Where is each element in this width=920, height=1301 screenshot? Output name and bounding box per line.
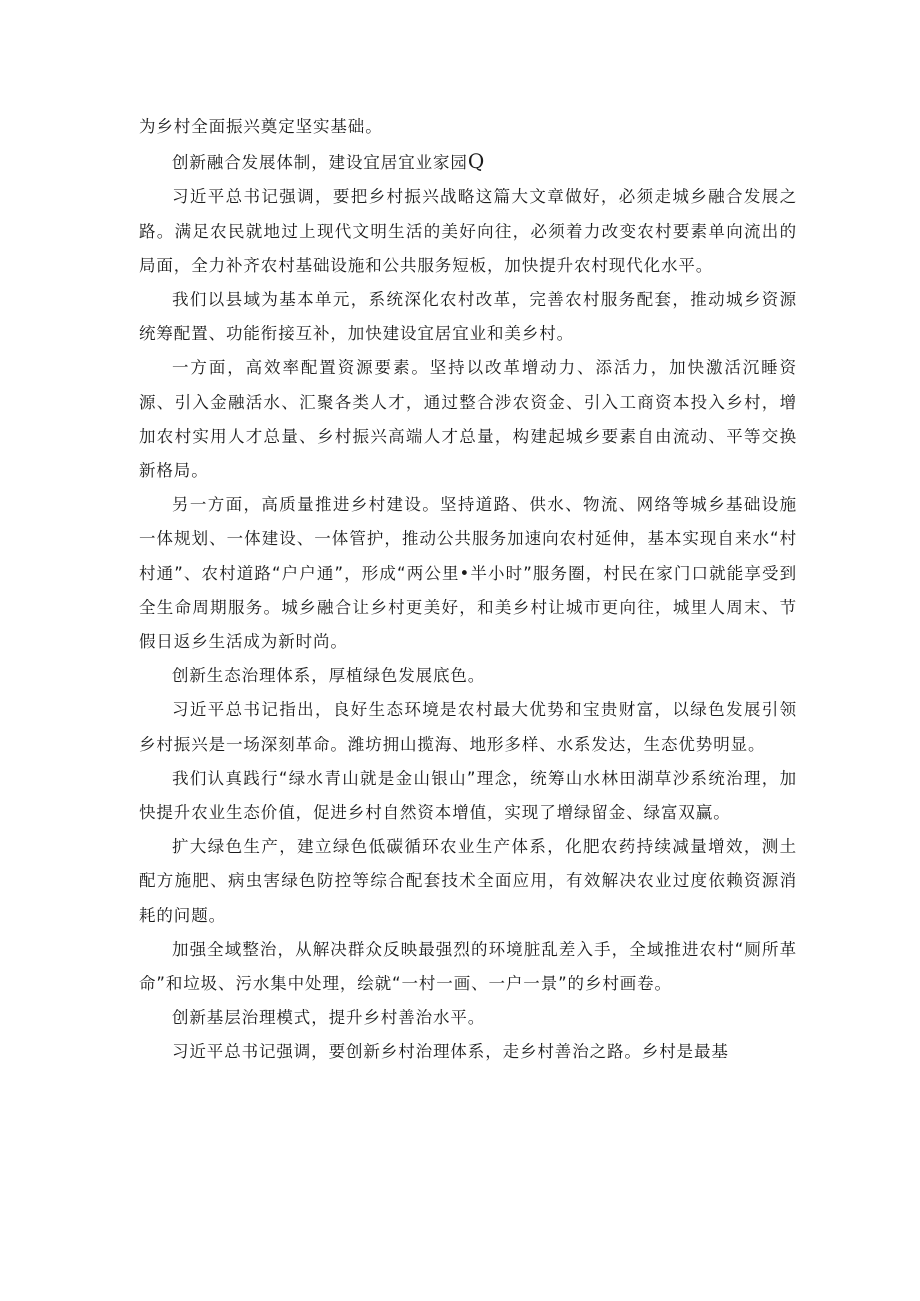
paragraph: 我们认真践行“绿水青山就是金山银山”理念，统筹山水林田湖草沙系统治理，加快提升农业生态价值，促进乡村自然资本增值，实现了增绿留金、绿富双赢。 <box>139 768 797 823</box>
paragraph: 我们以县域为基本单元，系统深化农村改革，完善农村服务配套，推动城乡资源统筹配置、功能衔接互补，加快建设宜居宜业和美乡村。 <box>139 290 797 344</box>
heading-suffix-mark: Q <box>467 149 485 174</box>
document-body <box>139 110 797 1070</box>
paragraph: 习近平总书记强调，要把乡村振兴战略这篇大文章做好，必须走城乡融合发展之路。满足农民就地过上现代文明生活的美好向往，必须着力改变农村要素单向流出的局面，全力补齐农村基础设施和公共服务短板，加快提升农村现代化水平。 <box>139 187 797 275</box>
paragraph: 加强全域整治，从解决群众反映最强烈的环境脏乱差入手，全域推进农村“厕所革命”和垃圾、污水集中处理，绘就“一村一画、一户一景”的乡村画卷。 <box>139 939 797 994</box>
paragraph: 一方面，高效率配置资源要素。坚持以改革增动力、添活力，加快激活沉睡资源、引入金融活水、汇聚各类人才，通过整合涉农资金、引入工商资本投入乡村，增加农村实用人才总量、乡村振兴高端人才总量，构建起城乡要素自由流动、平等交换新格局。 <box>139 358 797 481</box>
section-heading-text: 创新融合发展体制，建设宜居宜业家园 <box>172 153 468 173</box>
section-heading-integration <box>139 144 797 180</box>
paragraph: 习近平总书记强调，要创新乡村治理体系，走乡村善治之路。乡村是最基 <box>172 1042 729 1062</box>
section-heading-ecology: 创新生态治理体系，厚植绿色发展底色。 <box>172 666 486 686</box>
paragraph-continuation: 为乡村全面振兴奠定坚实基础。 <box>139 117 383 136</box>
section-heading-governance: 创新基层治理模式，提升乡村善治水平。 <box>172 1008 486 1028</box>
paragraph: 习近平总书记指出，良好生态环境是农村最大优势和宝贵财富，以绿色发展引领乡村振兴是一场深刻革命。潍坊拥山揽海、地形多样、水系发达，生态优势明显。 <box>139 700 797 754</box>
paragraph: 另一方面，高质量推进乡村建设。坚持道路、供水、物流、网络等城乡基础设施一体规划、一体建设、一体管护，推动公共服务加速向农村延伸，基本实现自来水“村村通”、农村道路“户户通”，形成“两公里•半小时”服务圈，村民在家门口就能享受到全生命周期服务。城乡融合让乡村更美好，和美乡村让城市更向往，城里人周末、节假日返乡生活成为新时尚。 <box>139 495 797 652</box>
paragraph: 扩大绿色生产，建立绿色低碳循环农业生产体系，化肥农药持续减量增效，测土配方施肥、病虫害绿色防控等综合配套技术全面应用，有效解决农业过度依赖资源消耗的问题。 <box>139 837 797 925</box>
